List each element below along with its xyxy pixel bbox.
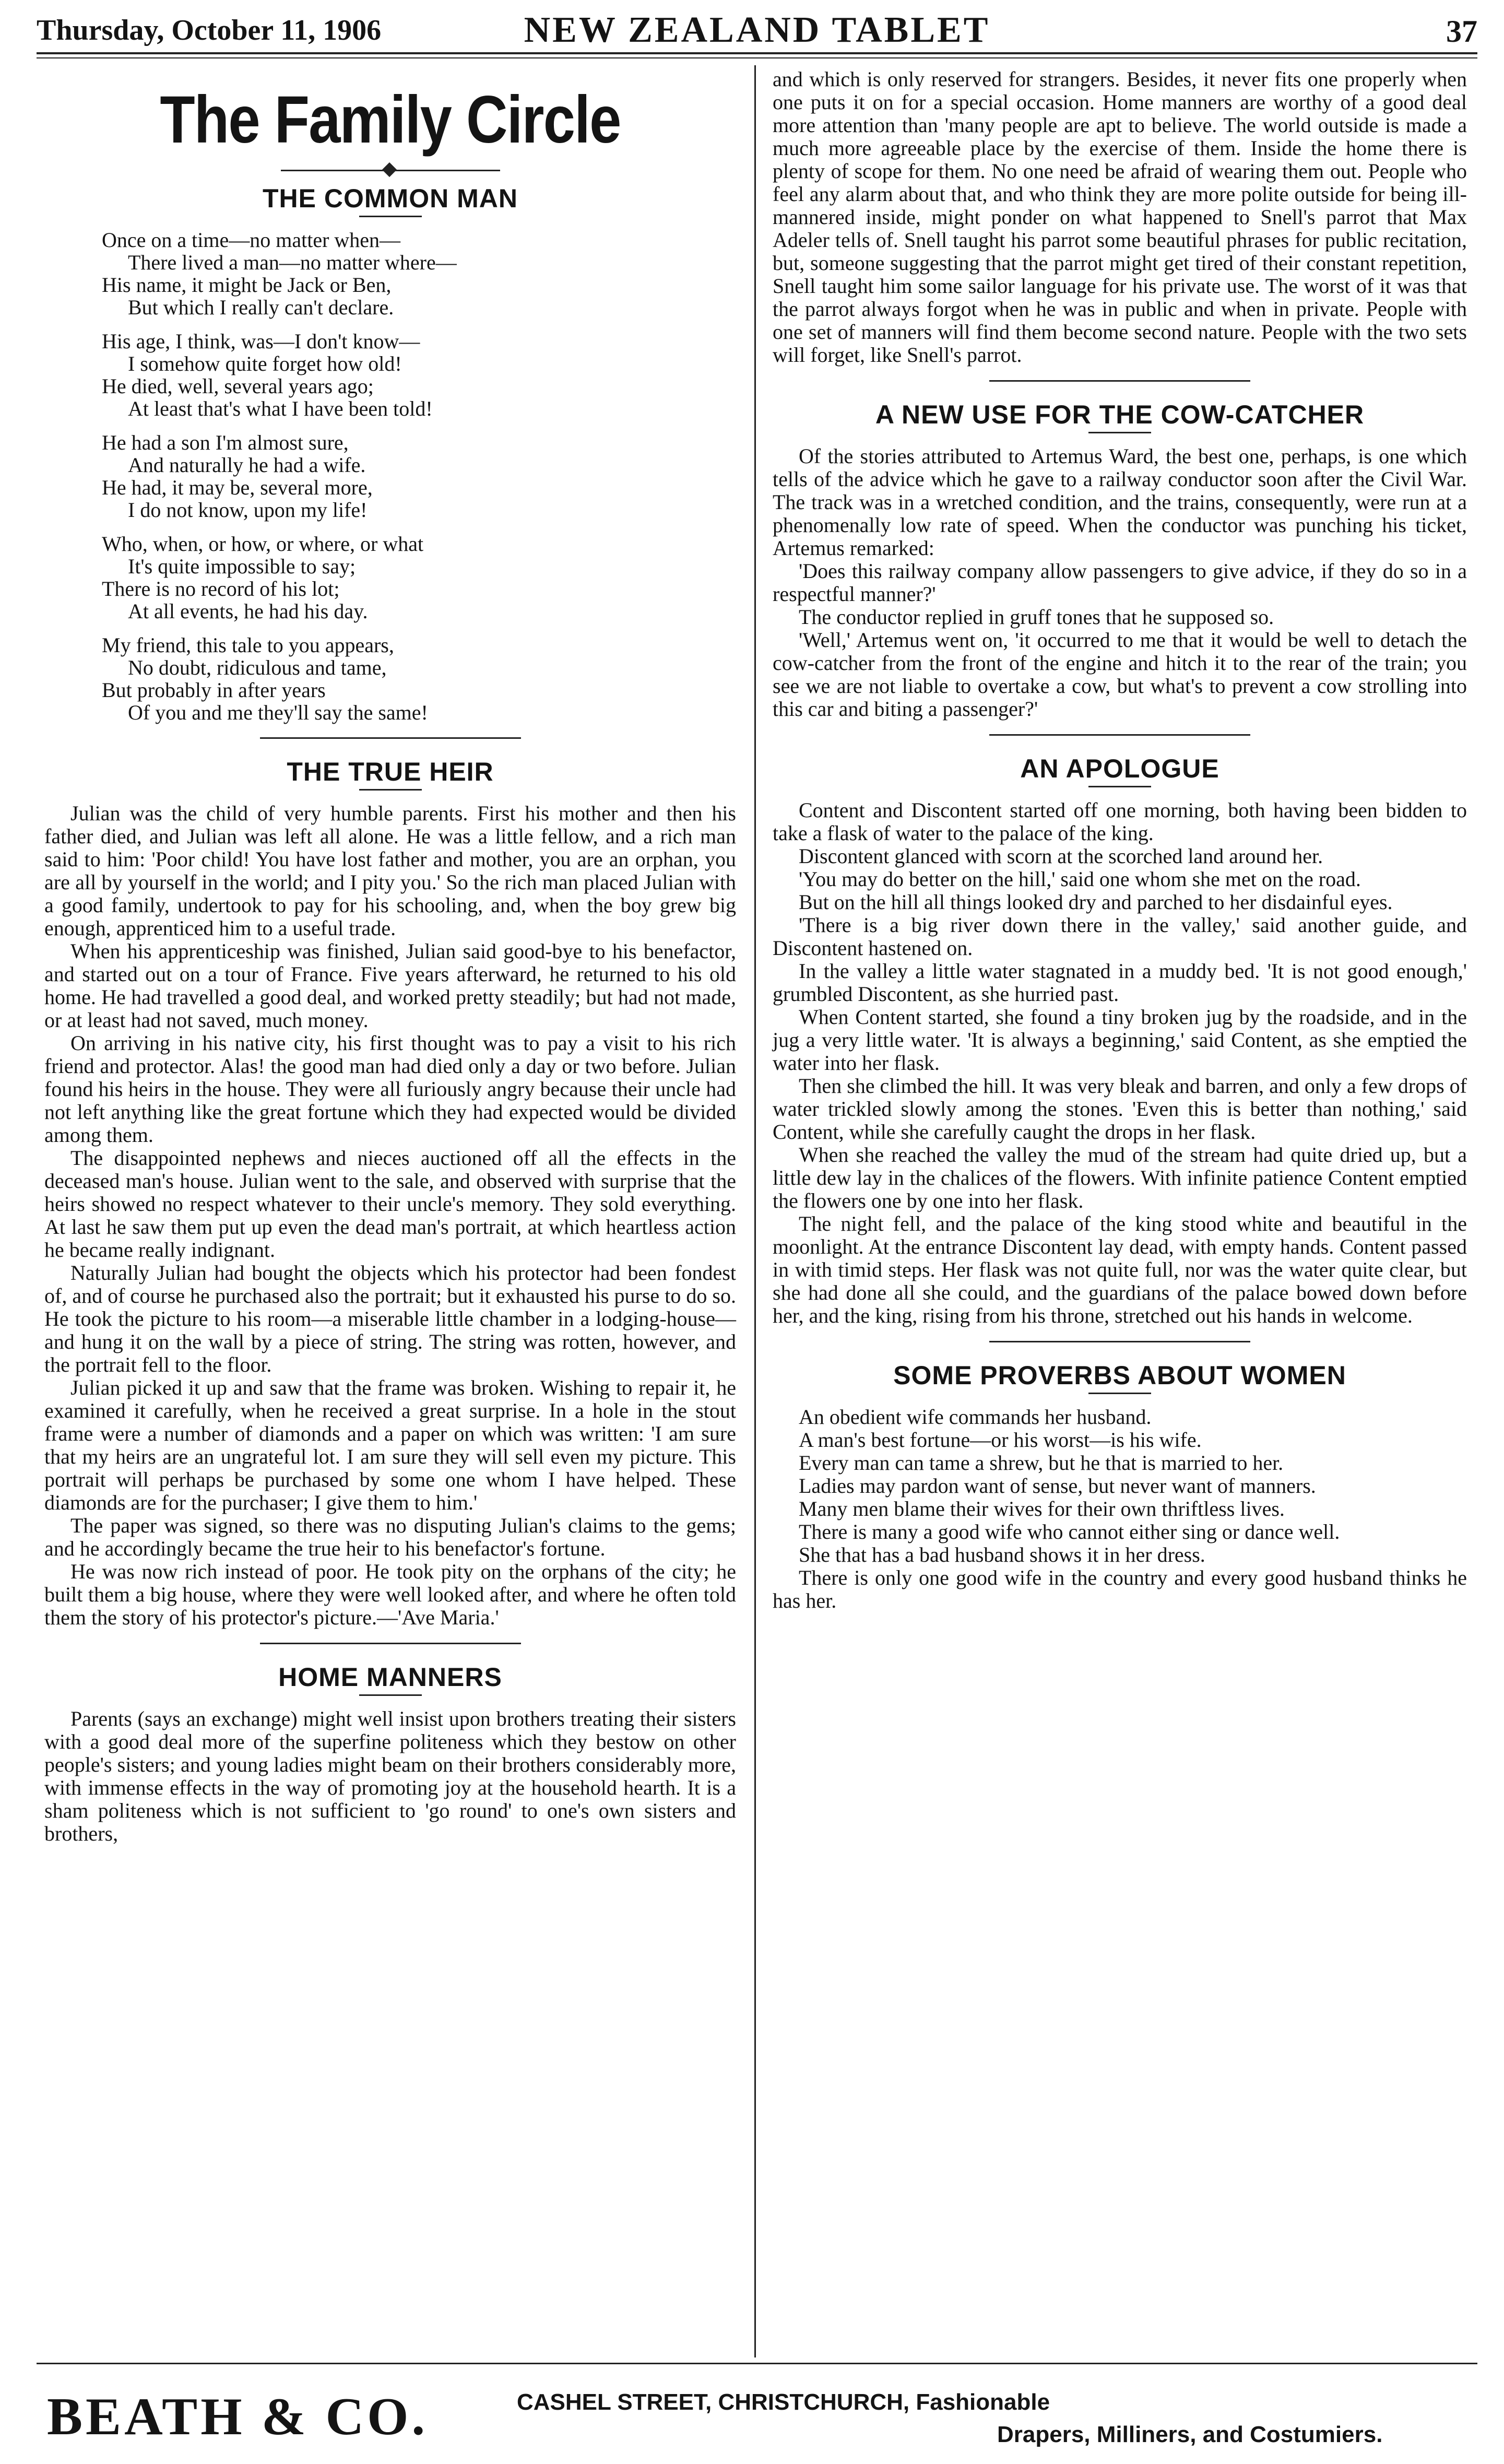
advertisement <box>47 2381 1467 2454</box>
article-body <box>44 802 736 1629</box>
paragraph: Of the stories attributed to Artemus Ward, the best one, perhaps, is one which tells of the advice which he gave to a railway conductor soon after the Civil War. The track was in a wretched condition, and the trains, consequently, were run at a phenomenally low rate of speed. When the conductor was punching his ticket, Artemus remarked: <box>773 444 1467 560</box>
article-heading: SOME PROVERBS ABOUT WOMEN <box>893 1361 1346 1390</box>
masthead-rule <box>37 52 1477 54</box>
paragraph: The paper was signed, so there was no disputing Julian's claims to the gems; and he accordingly became the true heir to his benefactor's fortune. <box>44 1513 736 1560</box>
poem-line: His age, I think, was—I don't know— <box>102 329 420 353</box>
article-home-manners <box>44 1662 736 1845</box>
stanza <box>102 330 736 420</box>
diamond-rule <box>281 162 500 178</box>
section-rule <box>989 380 1250 382</box>
page-number: 37 <box>1446 14 1477 49</box>
poem-line: Of you and me they'll say the same! <box>128 700 428 724</box>
article-cow-catcher <box>773 399 1467 721</box>
article-true-heir <box>44 757 736 1629</box>
poem-line: No doubt, ridiculous and tame, <box>128 655 387 679</box>
poem-line: My friend, this tale to you appears, <box>102 633 394 657</box>
section-rule <box>989 734 1250 736</box>
article-heading: AN APOLOGUE <box>1020 754 1219 783</box>
paragraph: In the valley a little water stagnated in a muddy bed. 'It is not good enough,' grumbled Discontent, as she hurried past. <box>773 959 1467 1006</box>
paragraph: Many men blame their wives for their own thriftless lives. <box>799 1497 1285 1520</box>
poem-line: He died, well, several years ago; <box>102 374 374 398</box>
advert-trade: Drapers, Milliners, and Costumiers. <box>997 2422 1383 2447</box>
paragraph: Every man can tame a shrew, but he that is married to her. <box>799 1451 1284 1475</box>
article-body <box>773 799 1467 1327</box>
article-common-man <box>44 183 736 724</box>
paragraph: The conductor replied in gruff tones that he supposed so. <box>799 605 1274 629</box>
advert-address: CASHEL STREET, CHRISTCHURCH, Fashionable <box>517 2389 1050 2415</box>
paragraph: Then she climbed the hill. It was very bleak and barren, and only a few drops of water trickled slowly among the stones. 'Even this is better than nothing,' said Content, while she carefully caught the drops in her flask. <box>773 1074 1467 1143</box>
paragraph: 'You may do better on the hill,' said one whom she met on the road. <box>799 867 1361 891</box>
paragraph: When Content started, she found a tiny broken jug by the roadside, and in the jug a very little water. 'It is always a beginning,' said Content, as she emptied the water into her flask. <box>773 1005 1467 1075</box>
poem-line: At least that's what I have been told! <box>128 396 433 420</box>
article-body <box>773 445 1467 721</box>
diamond-ornament-icon <box>382 162 396 177</box>
article-heading: A NEW USE FOR THE COW-CATCHER <box>875 400 1365 429</box>
newspaper-name: NEW ZEALAND TABLET <box>524 10 990 50</box>
poem-line: At all events, he had his day. <box>128 599 368 623</box>
paragraph: There is only one good wife in the country and every good husband thinks he has her. <box>773 1566 1467 1612</box>
poem-line: And naturally he had a wife. <box>128 453 366 477</box>
poem-line: It's quite impossible to say; <box>128 554 356 578</box>
paragraph: Julian was the child of very humble parents. First his mother and then his father died, and Julian was left all alone. He was a little fellow, and a rich man said to him: 'Poor child! You have lost father and mother, you are an orphan, you are all by yourself in the world; and I pity you.' So the rich man placed Julian with a good family, undertook to pay for his schooling, and, when the boy grew big enough, apprenticed him to a useful trade. <box>44 801 736 940</box>
masthead <box>37 9 1477 51</box>
paragraph: Parents (says an exchange) might well insist upon brothers treating their sisters with a good deal more of the superfine politeness which they bestow on other people's sisters; and young ladies might beam on their brothers considerably more, with immense effects in the way of promoting joy at the household hearth. It is a sham politeness which is not sufficient to 'go round' to one's own sisters and brothers, <box>44 1706 736 1845</box>
article-body <box>44 1707 736 1845</box>
heading-rule <box>359 1694 422 1696</box>
paragraph: Content and Discontent started off one morning, both having been bidden to take a flask of water to the palace of the king. <box>773 798 1467 845</box>
section-rule <box>260 1643 521 1644</box>
paragraph: There is many a good wife who cannot either sing or dance well. <box>799 1520 1340 1543</box>
heading-rule <box>359 789 422 791</box>
stanza <box>102 229 736 319</box>
poem-line: But which I really can't declare. <box>128 295 394 319</box>
poem-line: There is no record of his lot; <box>102 576 340 600</box>
poem <box>102 229 736 724</box>
section-rule <box>260 737 521 739</box>
stanza <box>102 431 736 521</box>
paragraph: The disappointed nephews and nieces auctioned off all the effects in the deceased man's house. Julian went to the sale, and observed with surprise that the heirs showed no respect whatever to their uncle's memory. They sold everything. At last he saw them put up even the dead man's portrait, at which heartless action he became really indignant. <box>44 1146 736 1262</box>
article-proverbs <box>773 1360 1467 1612</box>
paragraph: He was now rich instead of poor. He took pity on the orphans of the city; he built them a big house, where they were well looked after, and where he often told them the story of his protector's picture.—'Ave Maria.' <box>44 1559 736 1629</box>
poem-line: His name, it might be Jack or Ben, <box>102 273 392 297</box>
article-heading: THE COMMON MAN <box>263 183 518 213</box>
paragraph: A man's best fortune—or his worst—is his wife. <box>799 1428 1202 1452</box>
article-apologue <box>773 753 1467 1327</box>
left-column <box>44 68 736 1845</box>
poem-line: Who, when, or how, or where, or what <box>102 532 424 556</box>
paragraph: Julian picked it up and saw that the frame was broken. Wishing to repair it, he examined it carefully, when he received a great surprise. In a hole in the stout frame were a number of diamonds and a paper on which was written: 'I am sure that my heirs are an ungrateful lot. I am sure they will sell even my picture. This portrait will perhaps be purchased by some one whom I have helped. These diamonds are for the purchaser; I give them to him.' <box>44 1375 736 1514</box>
paragraph: When she reached the valley the mud of the stream had quite dried up, but a little dew lay in the chalices of the flowers. With infinite patience Content emptied the flowers one by one into her flask. <box>773 1143 1467 1212</box>
paragraph: Discontent glanced with scorn at the scorched land around her. <box>799 844 1323 868</box>
poem-line: He had, it may be, several more, <box>102 475 373 499</box>
paragraph: But on the hill all things looked dry and parched to her disdainful eyes. <box>799 890 1393 914</box>
heading-rule <box>1088 432 1151 433</box>
paragraph: 'Well,' Artemus went on, 'it occurred to me that it would be well to detach the cow-catcher from the front of the engine and hitch it to the rear of the train; you see we are not liable to overtake a cow, but what's to prevent a cow strolling into this car and biting a passenger?' <box>773 628 1467 721</box>
article-heading: THE TRUE HEIR <box>287 757 494 786</box>
advert-rule <box>37 2363 1477 2364</box>
heading-rule <box>359 216 422 217</box>
paragraph: When his apprenticeship was finished, Julian said good-bye to his benefactor, and started out on a tour of France. Five years afterward, he returned to his old home. He had travelled a good deal, and worked pretty steadily; but had not made, or at least had not saved, much money. <box>44 939 736 1032</box>
stanza <box>102 634 736 724</box>
feature-title: The Family Circle <box>160 82 621 157</box>
heading-rule <box>1088 786 1151 787</box>
poem-line: There lived a man—no matter where— <box>128 250 457 274</box>
poem-line: Once on a time—no matter when— <box>102 228 401 252</box>
stanza <box>102 533 736 622</box>
masthead-rule-thin <box>37 57 1477 58</box>
poem-line: I do not know, upon my life! <box>128 498 368 522</box>
article-body-continued <box>773 68 1467 367</box>
paragraph: 'There is a big river down there in the valley,' said another guide, and Discontent hastened on. <box>773 913 1467 960</box>
heading-rule <box>1088 1393 1151 1394</box>
paragraph: An obedient wife commands her husband. <box>799 1405 1152 1429</box>
issue-date: Thursday, October 11, 1906 <box>37 14 382 46</box>
advert-firm: BEATH & CO. <box>47 2387 428 2446</box>
paragraph: 'Does this railway company allow passengers to give advice, if they do so in a respectful manner?' <box>773 559 1467 606</box>
section-rule <box>989 1341 1250 1342</box>
paragraph: and which is only reserved for strangers. Besides, it never fits one properly when one puts it on for a special occasion. Home manners are worthy of a good deal more attention than 'many people are apt to believe. The world outside is made a much more agreeable place by the exercise of them. Inside the home there is plenty of scope for them. No one need be afraid of wearing them out. People who feel any alarm about that, and who think they are more polite outside for being ill-mannered inside, might ponder on what happened to Snell's parrot that Max Adeler tells of. Snell taught his parrot some beautiful phrases for public recitation, but, someone suggesting that the parrot might get tired of their constant repetition, Snell taught him some sailor language for his private use. The worst of it was that the parrot always forgot when he was in public and when in private. People with one set of manners will find them become second nature. People with the two sets will forget, like Snell's parrot. <box>773 67 1467 367</box>
poem-line: I somehow quite forget how old! <box>128 351 402 375</box>
poem-line: He had a son I'm almost sure, <box>102 430 349 454</box>
paragraph: She that has a bad husband shows it in her dress. <box>799 1543 1205 1566</box>
article-body <box>773 1406 1467 1612</box>
poem-line: But probably in after years <box>102 678 326 702</box>
paragraph: The night fell, and the palace of the king stood white and beautiful in the moonlight. At the entrance Discontent lay dead, with empty hands. Content passed in with timid steps. Her flask was not quite full, nor was the water quite clear, but she had done all she could, and the guardians of the palace bowed down before her, and the king, rising from his throne, stretched out his hands in welcome. <box>773 1212 1467 1327</box>
paragraph: On arriving in his native city, his first thought was to pay a visit to his rich friend and protector. Alas! the good man had died only a day or two before. Julian found his heirs in the house. They were all furiously angry because their uncle had not left anything like the great fortune which they had expected would be divided among them. <box>44 1031 736 1147</box>
paragraph: Ladies may pardon want of sense, but never want of manners. <box>799 1474 1316 1498</box>
right-column <box>773 68 1467 1612</box>
column-divider <box>754 65 756 2357</box>
article-heading: HOME MANNERS <box>278 1662 502 1692</box>
paragraph: Naturally Julian had bought the objects which his protector had been fondest of, and of course he purchased also the portrait; but it exhausted his purse to do so. He took the picture to his room—a miserable little chamber in a lodging-house—and hung it on the wall by a piece of string. The string was rotten, however, and the portrait fell to the floor. <box>44 1260 736 1376</box>
